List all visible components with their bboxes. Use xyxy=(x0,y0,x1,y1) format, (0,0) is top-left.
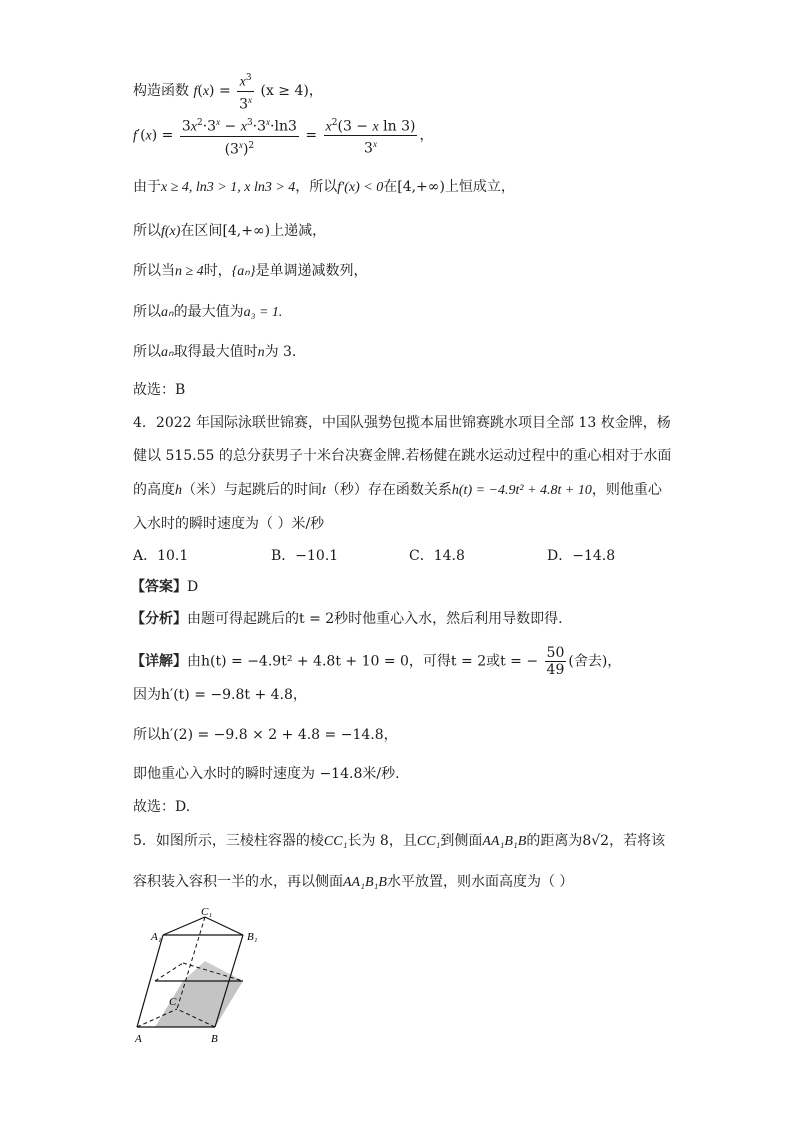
q4-options xyxy=(133,547,685,565)
edge-a1-c1 xyxy=(163,917,205,935)
math-fx: f xyxy=(193,84,198,100)
label-b1: B₁ xyxy=(247,931,258,943)
solution-line-5: 所以当n ≥ 4时，{aₙ}是单调递减数列， xyxy=(133,263,368,279)
option-b: B．−10.1 xyxy=(271,548,339,564)
prism-figure xyxy=(133,905,273,1050)
fraction-50-49: $\frac{50}{49}$ xyxy=(546,645,565,678)
edge-b1-c1 xyxy=(205,917,243,935)
text: 构造函数 xyxy=(133,83,189,100)
q4-line-2: 健以 515.55 的总分获男子十米台决赛金牌.若杨健在跳水运动过程中的重心相对于水面 xyxy=(133,448,672,464)
q4-choose: 故选：D. xyxy=(133,799,191,815)
q4-line-1: 4．2022 年国际泳联世锦赛，中国队强势包揽本届世锦赛跳水项目全部 13 枚金牌，杨 xyxy=(133,415,671,431)
solution-line-derivative: f′(x) = $\frac{3x^2\cdot 3^x - x^3\cdot 3^x\cdot\ln 3}{(3^x)^2}$ = $\frac{x^2(3 - x \ln 3)}{3^x}$ ， xyxy=(133,114,433,157)
q4-line-4: 入水时的瞬时速度为（ ）米/秒 xyxy=(133,516,325,532)
fraction-x3-over-3x: $\frac{x^3}{3^x}$ xyxy=(237,70,254,112)
q4-analysis: 【分析】由题可得起跳后的t = 2秒时他重心入水，然后利用导数即得. xyxy=(131,611,563,627)
option-c: C．14.8 xyxy=(409,548,465,564)
label-b: B xyxy=(211,1033,218,1045)
q5-line-1: 5．如图所示，三棱柱容器的棱CC₁长为 8，且CC₁到侧面AA₁B₁B的距离为8√2，若将该 xyxy=(133,833,666,849)
option-a: A．10.1 xyxy=(133,548,189,564)
math-x: x xyxy=(202,84,210,100)
q4-detail: 【详解】由h(t) = −4.9t² + 4.8t + 10 = 0，可得t = 2或t = − $\frac{50}{49}$ (舍去)， xyxy=(131,645,622,678)
solution-choose-b: 故选：B xyxy=(133,382,186,398)
solution-line-construct: 构造函数 f(x) = $\frac{x^3}{3^x}$ (x ≥ 4)， xyxy=(133,70,323,112)
text: (x ≥ 4)， xyxy=(260,83,323,100)
label-a1: A₁ xyxy=(151,931,162,943)
q5-line-2: 容积装入容积一半的水，再以侧面AA₁B₁B水平放置，则水面高度为（ ） xyxy=(133,874,574,890)
option-d: D．−14.8 xyxy=(547,548,616,564)
q4-detail-3: 所以h′(2) = −9.8 × 2 + 4.8 = −14.8， xyxy=(133,727,398,743)
label-c: C xyxy=(169,996,177,1008)
q4-detail-4: 即他重心入水时的瞬时速度为 −14.8米/秒. xyxy=(133,766,400,782)
solution-line-3: 由于x ≥ 4, ln3 > 1, x ln3 > 4，所以f′(x) < 0在[4,+∞)上恒成立， xyxy=(133,179,515,195)
fraction-derivative-expanded: $\frac{3x^2\cdot 3^x - x^3\cdot 3^x\cdot\ln 3}{(3^x)^2}$ xyxy=(180,114,299,157)
solution-line-4: 所以f(x)在区间[4,+∞)上递减， xyxy=(133,223,327,239)
fraction-derivative-simplified: $\frac{x^2(3 - x \ln 3)}{3^x}$ xyxy=(324,115,418,157)
solution-line-6: 所以aₙ的最大值为a₃ = 1. xyxy=(133,304,283,320)
label-c1: C₁ xyxy=(201,906,213,918)
label-a: A xyxy=(135,1033,142,1045)
q4-line-3: 的高度h（米）与起跳后的时间t（秒）存在函数关系h(t) = −4.9t² + 4.8t + 10，则他重心 xyxy=(133,482,662,498)
q4-detail-2: 因为h′(t) = −9.8t + 4.8， xyxy=(133,687,307,703)
q4-answer: 【答案】D xyxy=(131,579,199,595)
solution-line-7: 所以aₙ取得最大值时n为 3. xyxy=(133,344,297,360)
water-edge-left-hidden xyxy=(155,963,183,981)
